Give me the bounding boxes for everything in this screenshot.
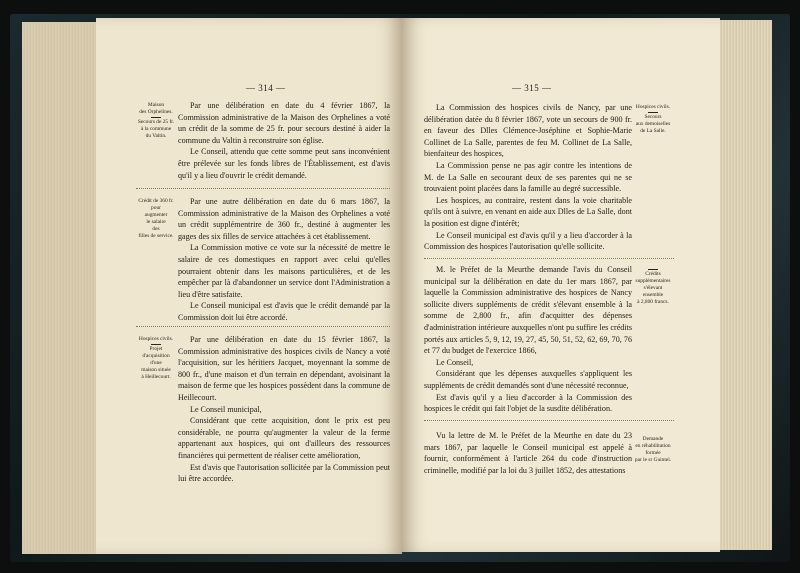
margin-line: filles de service. bbox=[138, 233, 174, 239]
section-la-salle bbox=[424, 102, 632, 253]
paragraph: La Commission pense ne pas agir contre les intentions de M. de La Salle en secourant deux de ses parentes qui ne se trouvaient point placées dans la famille au degré successible. bbox=[424, 160, 632, 194]
right-page bbox=[402, 18, 720, 552]
margin-line: Maison bbox=[147, 102, 165, 108]
margin-line: pour bbox=[151, 205, 161, 211]
page-number: — 315 — bbox=[512, 83, 552, 93]
paragraph: Le Conseil, bbox=[436, 357, 474, 367]
margin-line: maison située bbox=[141, 367, 171, 373]
paragraph: Considérant que les dépenses auxquelles s'appliquent les suppléments de crédit demandés sont d'une nécessité reconnue, bbox=[424, 369, 632, 390]
section-orphelines bbox=[178, 100, 390, 181]
margin-line: par le sr Guintel. bbox=[634, 457, 672, 463]
margin-line: Demande bbox=[642, 436, 664, 442]
section-heillecourt bbox=[178, 334, 390, 485]
margin-line bbox=[648, 112, 658, 113]
margin-line: d'acquisition bbox=[142, 353, 170, 359]
margin-line: du Valtin. bbox=[145, 133, 167, 139]
margin-line: Crédits bbox=[645, 271, 661, 277]
section-divider bbox=[136, 326, 390, 327]
margin-line: le salaire bbox=[146, 219, 166, 225]
margin-line: Crédit de 360 fr. bbox=[138, 198, 174, 204]
section-credits-2800 bbox=[424, 264, 632, 415]
margin-line: à la commune bbox=[140, 126, 172, 132]
margin-note-la-salle bbox=[634, 104, 672, 135]
margin-line: supplémentaires bbox=[635, 278, 671, 284]
margin-line: à 2,800 francs. bbox=[637, 299, 669, 305]
margin-note-heillecourt bbox=[136, 336, 176, 381]
margin-line: formée bbox=[645, 450, 661, 456]
margin-line: Secours de 25 fr. bbox=[137, 119, 175, 125]
paragraph: La Commission des hospices civils de Nancy, par une délibération datée du 8 février 1867, vote un secours de 900 fr. en faveur des Dlles Clémence-Joséphine et Sophie-Marie Collinet de La Salle, parentes de feu M. Collinet de La Salle, bienfaiteur des hospices, bbox=[424, 103, 632, 159]
paragraph: Par une délibération en date du 15 février 1867, la Commission administrative des hospices civils de Nancy a voté l'acquisition, sur les héritiers Jacquet, moyennant la somme de 800 fr., d'une maison et d'un terrain en dépendant, avoisinant la maison de ferme que les hospices possèdent dans la commune de Heillecourt. bbox=[178, 335, 390, 402]
section-divider bbox=[424, 420, 674, 421]
section-divider bbox=[136, 188, 390, 189]
margin-line: de La Salle. bbox=[640, 128, 666, 134]
paragraph: Par une délibération en date du 4 février 1867, la Commission administrative de la Maison des Orphelines a voté un crédit de la somme de 25 fr. pour secours destiné à aider la commune du Valtin à reconstruire son église. bbox=[178, 101, 390, 145]
margin-note-orphelines bbox=[136, 102, 176, 140]
margin-line bbox=[151, 117, 161, 118]
margin-note-credit-360 bbox=[136, 198, 176, 240]
paragraph: Les hospices, au contraire, restent dans la voie charitable qu'ils ont à suivre, en venant en aide aux Dlles de La Salle, dont la position est digne d'intérêt; bbox=[424, 195, 632, 228]
margin-line: en réhabilitation bbox=[635, 443, 671, 449]
paragraph: Le Conseil municipal est d'avis que le crédit demandé par la Commission doit lui être accordé. bbox=[178, 301, 390, 322]
section-guintel bbox=[424, 430, 632, 476]
paragraph: Considérant que cette acquisition, dont le prix est peu considérable, ne pourra qu'augmenter la valeur de la ferme appartenant aux hospices, qui ont d'ailleurs des ressources financières qui permettent de réaliser cette amélioration, bbox=[178, 416, 390, 460]
margin-line: aux demoiselles bbox=[635, 121, 671, 127]
left-page bbox=[96, 18, 402, 554]
paragraph: Le Conseil municipal, bbox=[190, 404, 262, 414]
paragraph: Vu la lettre de M. le Préfet de la Meurthe en date du 23 mars 1867, par laquelle le Conseil municipal est appelé à fournir, conformément à l'article 264 du code d'instruction criminelle, modifié par la loi du 3 juillet 1852, des attestations bbox=[424, 431, 632, 475]
paragraph: Le Conseil municipal est d'avis qu'il y a lieu d'accorder à la Commission des hospices l'autorisation qu'elle sollicite. bbox=[424, 230, 632, 252]
paragraph: M. le Préfet de la Meurthe demande l'avis du Conseil municipal sur la délibération en date du 1er mars 1867, par laquelle la Commission administrative des hospices de Nancy sollicite divers suppléments de crédit s'élevant ensemble à la somme de 2,800 fr., afin d'acquitter des dépenses d'administration intérieure auxquelles n'ont pu suffire les crédits portés aux articles 5, 9, 12, 19, 27, 45, 50, 51, 52, 62, 69, 70, 76 et 77 du budget de l'exercice 1866, bbox=[424, 265, 632, 356]
margin-note-guintel bbox=[634, 436, 672, 464]
margin-line: augmenter bbox=[144, 212, 168, 218]
left-page-edges bbox=[22, 22, 102, 554]
section-divider bbox=[424, 258, 674, 259]
paragraph: Est d'avis qu'il y a lieu d'accorder à la Commission des hospices le crédit qui fait l'objet de la susdite délibération. bbox=[424, 392, 632, 414]
margin-line bbox=[151, 344, 161, 345]
section-credit-360 bbox=[178, 196, 390, 324]
page-number: — 314 — bbox=[246, 83, 286, 93]
margin-line bbox=[648, 269, 658, 270]
margin-note-credits-2800 bbox=[634, 268, 672, 306]
margin-line: ensemble bbox=[642, 292, 664, 298]
margin-line: des bbox=[152, 226, 160, 232]
margin-line: des Orphelines. bbox=[139, 109, 173, 115]
right-page-edges bbox=[716, 20, 772, 550]
margin-line: d'une bbox=[150, 360, 162, 366]
margin-line: à Heillecourt. bbox=[141, 374, 171, 380]
margin-line: Projet bbox=[149, 346, 163, 352]
paragraph: La Commission motive ce vote sur la nécessité de mettre le salaire de ces domestiques en rapport avec celui qu'elles pourraient obtenir dans les maisons particulières, et de les empêcher par là d'abandonner un service dont l'Administration a lieu d'être satisfaite. bbox=[178, 243, 390, 299]
margin-line: s'élevant bbox=[643, 285, 663, 291]
paragraph: Le Conseil, attendu que cette somme peut sans inconvénient être prélevée sur les fonds libres de l'Établissement, est d'avis qu'il y a lieu d'ouvrir le crédit demandé. bbox=[178, 147, 390, 180]
paragraph: Par une autre délibération en date du 6 mars 1867, la Commission administrative de la Maison des Orphelines a voté un crédit supplémentrire de 360 fr., destiné à augmenter les gages des six filles de service attachées à cet établissement. bbox=[178, 197, 390, 241]
margin-line: Hospices civils. bbox=[635, 104, 671, 110]
margin-line: Hospices civils. bbox=[138, 336, 174, 342]
margin-line: Secours bbox=[644, 114, 662, 120]
paragraph: Est d'avis que l'autorisation sollicitée par la Commission peut lui être accordée. bbox=[178, 462, 390, 484]
